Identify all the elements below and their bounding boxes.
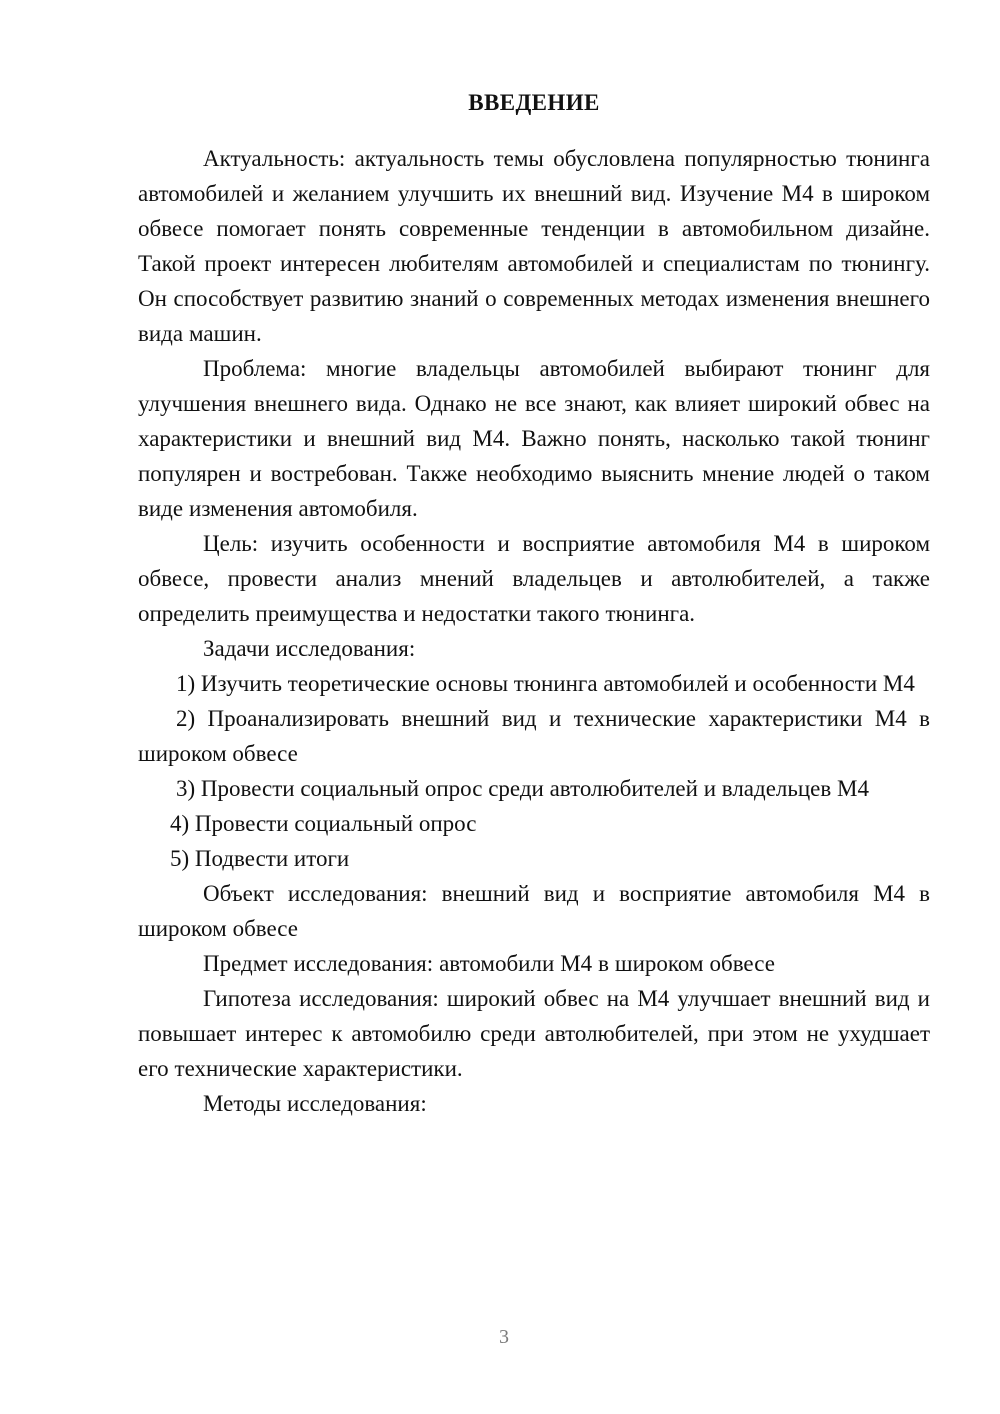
task-item-4: 4) Провести социальный опрос [170, 810, 477, 836]
paragraph-subject: Предмет исследования: автомобили M4 в широком обвесе [203, 950, 775, 976]
paragraph-goal: Цель: изучить особенности и восприятие автомобиля M4 в широком обвесе, провести анализ мнений владельцев и автолюбителей, а также определить преимущества и недостатки такого тюнинга. [138, 530, 930, 626]
paragraph-problem: Проблема: многие владельцы автомобилей выбирают тюнинг для улучшения внешнего вида. Однако не все знают, как влияет широкий обвес на характеристики и внешний вид M4. Важно понять, насколько такой тюнинг популярен и востребован. Также необходимо выяснить мнение людей о таком виде изменения автомобиля. [138, 355, 930, 521]
methods-label: Методы исследования: [203, 1090, 427, 1116]
tasks-label: Задачи исследования: [203, 635, 416, 661]
paragraph-hypothesis: Гипотеза исследования: широкий обвес на M4 улучшает внешний вид и повышает интерес к автомобилю среди автолюбителей, при этом не ухудшает его технические характеристики. [138, 985, 930, 1081]
page-number: 3 [499, 1326, 509, 1348]
task-item-2: 2) Проанализировать внешний вид и технические характеристики M4 в широком обвесе [138, 705, 930, 766]
task-item-5: 5) Подвести итоги [170, 845, 350, 871]
task-item-3: 3) Провести социальный опрос среди автолюбителей и владельцев M4 [176, 775, 869, 801]
task-item-1: 1) Изучить теоретические основы тюнинга автомобилей и особенности M4 [176, 670, 915, 696]
document-body [138, 86, 930, 1121]
page-title: ВВЕДЕНИЕ [468, 90, 600, 115]
paragraph-relevance: Актуальность: актуальность темы обусловлена популярностью тюнинга автомобилей и желанием улучшить их внешний вид. Изучение M4 в широком обвесе помогает понять современные тенденции в автомобильном дизайне. Такой проект интересен любителям автомобилей и специалистам по тюнингу. Он способствует развитию знаний о современных методах изменения внешнего вида машин. [138, 145, 930, 346]
paragraph-object: Объект исследования: внешний вид и восприятие автомобиля M4 в широком обвесе [138, 880, 930, 941]
